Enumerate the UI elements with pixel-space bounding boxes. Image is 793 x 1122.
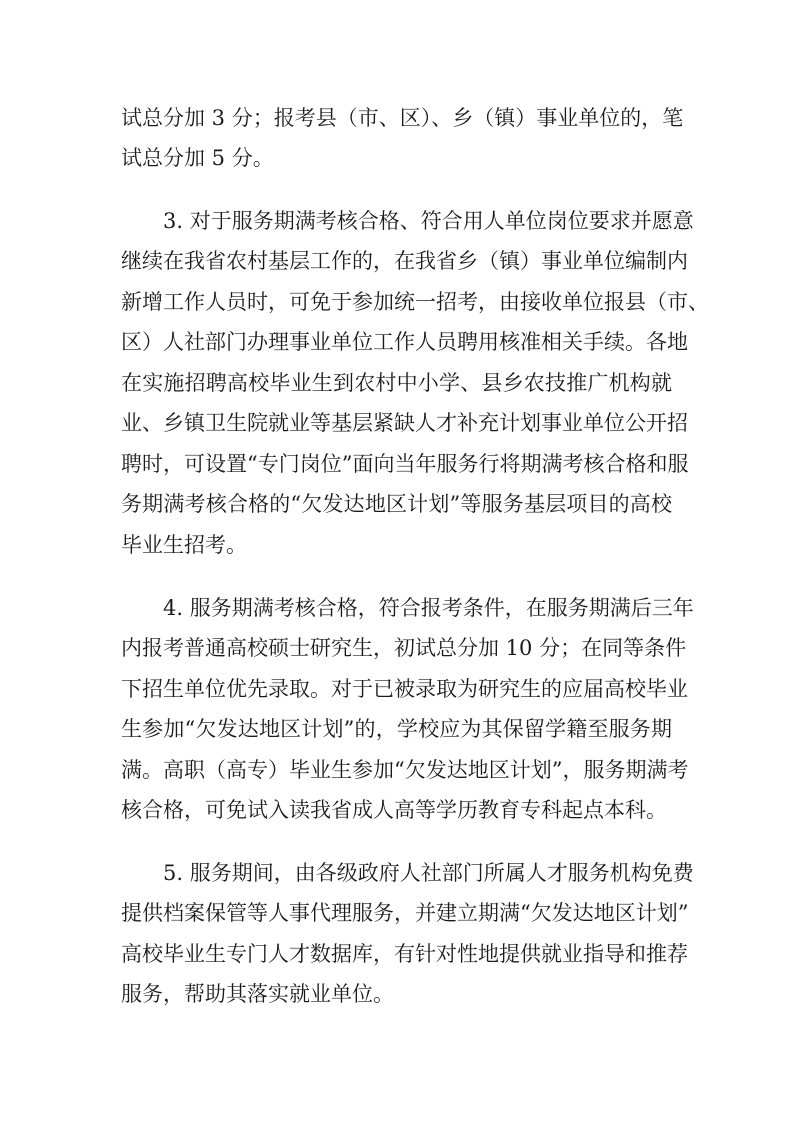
text-line: 试总分加 5 分。 [121, 146, 274, 170]
paragraph-3-first-line: 3. 对于服务期满考核合格、符合用人单位岗位要求并愿意 [163, 209, 694, 233]
text-line: 新增工作人员时，可免于参加统一招考，由接收单位报县（市、 [121, 290, 709, 314]
text-line: 聘时，可设置“专门岗位”面向当年服务行将期满考核合格和服 [121, 452, 689, 476]
text-line: 业、乡镇卫生院就业等基层紧缺人才补充计划事业单位公开招 [121, 411, 688, 435]
paragraph-5-first-line: 5. 服务期间，由各级政府人社部门所属人才服务机构免费 [163, 861, 694, 885]
text-line: 区）人社部门办理事业单位工作人员聘用核准相关手续。各地 [121, 330, 688, 354]
text-line: 继续在我省农村基层工作的，在我省乡（镇）事业单位编制内 [121, 249, 688, 273]
text-line: 核合格，可免试入读我省成人高等学历教育专科起点本科。 [121, 798, 667, 822]
text-line: 满。高职（高专）毕业生参加“欠发达地区计划”，服务期满考 [121, 758, 689, 782]
text-line: 务期满考核合格的“欠发达地区计划”等服务基层项目的高校 [121, 492, 672, 516]
text-line: 内报考普通高校硕士研究生，初试总分加 10 分；在同等条件 [121, 636, 687, 660]
text-line: 高校毕业生专门人才数据库，有针对性地提供就业指导和推荐 [121, 942, 688, 966]
text-line: 提供档案保管等人事代理服务，并建立期满“欠发达地区计划” [121, 901, 689, 925]
text-line: 毕业生招考。 [121, 533, 247, 557]
text-line: 生参加“欠发达地区计划”的，学校应为其保留学籍至服务期 [121, 717, 672, 741]
text-line: 下招生单位优先录取。对于已被录取为研究生的应届高校毕业 [121, 677, 688, 701]
text-line: 试总分加 3 分；报考县（市、区）、乡（镇）事业单位的，笔 [121, 106, 684, 130]
paragraph-4-first-line: 4. 服务期满考核合格，符合报考条件，在服务期满后三年 [163, 596, 694, 620]
text-line: 在实施招聘高校毕业生到农村中小学、县乡农技推广机构就 [121, 371, 672, 395]
text-line: 服务，帮助其落实就业单位。 [121, 982, 394, 1006]
